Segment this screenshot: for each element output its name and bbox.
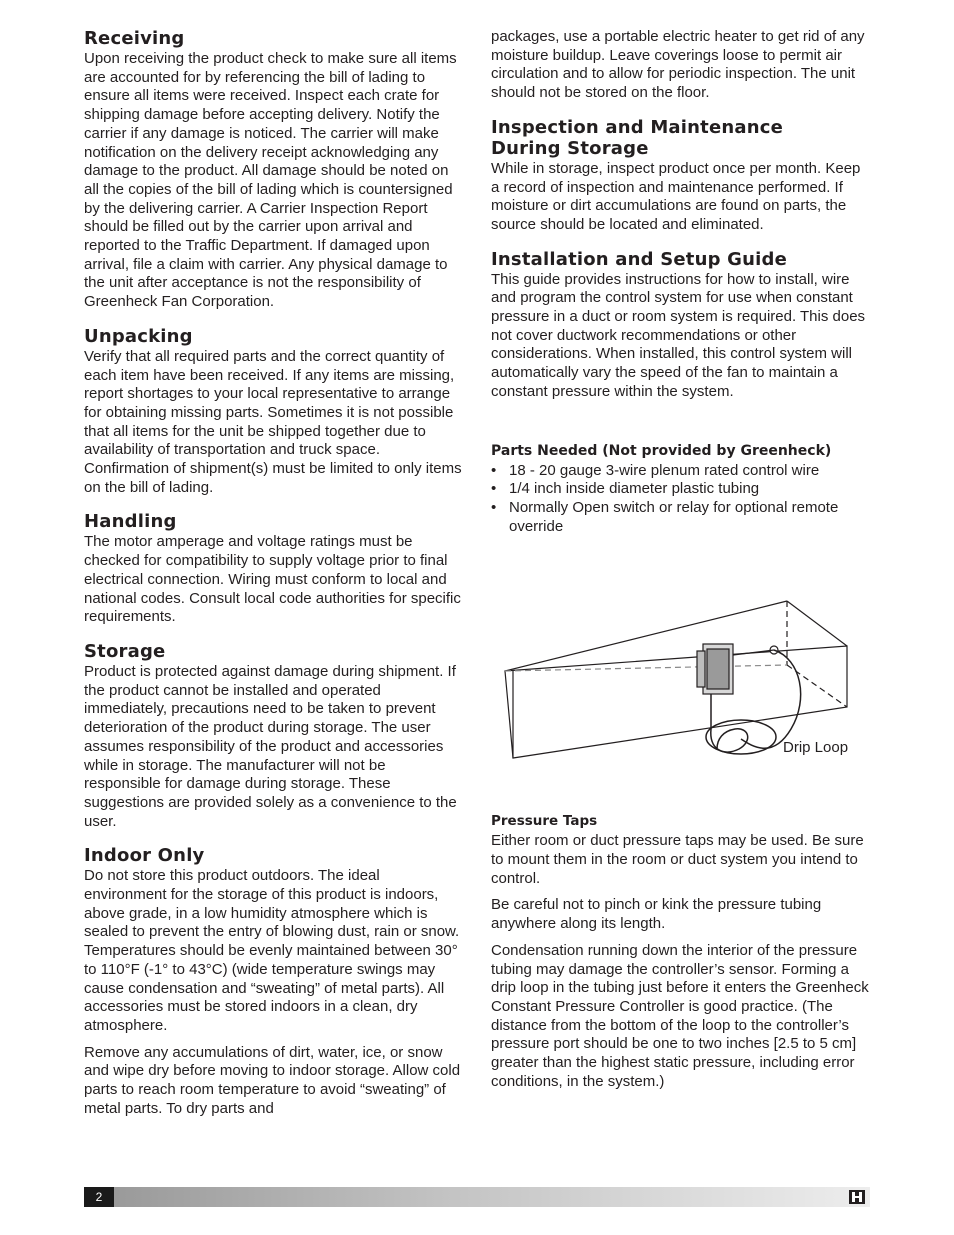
section-unpacking bbox=[84, 326, 466, 498]
parts-list-item: • 18 - 20 gauge 3-wire plenum rated control wire bbox=[491, 462, 871, 481]
section-indoor-only bbox=[84, 845, 466, 1118]
section-pressure-taps bbox=[491, 812, 871, 1091]
duct-controller-illustration bbox=[491, 579, 871, 794]
handling-text: The motor amperage and voltage ratings must be checked for compatibility to supply voltage prior to final electrical connection. Wiring must conform to local and national codes. Consult local code authorities for specific requirements. bbox=[84, 533, 461, 626]
storage-continuation bbox=[491, 28, 871, 103]
footer-gradient-bar bbox=[114, 1187, 870, 1207]
section-inspection bbox=[491, 117, 871, 235]
indoor-only-text-1: Do not store this product outdoors. The ideal environment for the storage of this product is indoors, above grade, in a low humidity atmosphere which is sealed to prevent the entry of blowing dust, rain or snow. Temperatures should be evenly maintained between 30° to 110°F (-1° to 43°C) (wide temperature swings may cause condensation and “sweating” of metal parts). All accessories must be stored indoors in a clean, dry atmosphere. bbox=[84, 867, 460, 1034]
inspection-heading-line2: During Storage bbox=[491, 137, 649, 159]
pressure-taps-text-3: Condensation running down the interior of the pressure tubing may damage the controller’s sensor. Forming a drip loop in the tubing just before it enters the Greenheck Constant Pressure Controller is good practice. (The distance from the bottom of the loop to the controller’s pressure port should be one to two inches [2.5 to 5 cm] greater than the highest static pressure, including error conditions, in the system.) bbox=[491, 941, 869, 1090]
storage-continuation-text: packages, use a portable electric heater to get rid of any moisture buildup. Leave coverings loose to permit air circulation and to allow for periodic inspection. The unit should not be stored on the floor. bbox=[491, 28, 865, 102]
section-storage bbox=[84, 641, 466, 831]
inspection-heading bbox=[491, 117, 871, 159]
pressure-taps-text-1: Either room or duct pressure taps may be used. Be sure to mount them in the room or duct system you intend to control. bbox=[491, 832, 864, 887]
duct-diagram bbox=[491, 579, 871, 794]
section-receiving bbox=[84, 28, 466, 312]
section-parts-needed bbox=[491, 442, 871, 537]
receiving-text: Upon receiving the product check to make sure all items are accounted for by referencing the bill of lading to ensure all items were received. Inspect each crate for shipping damage before accepting delivery. Notify the carrier if any damage is noticed. The carrier will make notification on the delivery receipt acknowledging any damage to the product. All damage should be noted on all the copies of the bill of lading which is countersigned by the delivering carrier. A Carrier Inspection Report should be filled out by the carrier upon arrival and reported to the Traffic Department. If damaged upon arrival, file a claim with carrier. Any physical damage to the unit after acceptance is not the responsibility of Greenheck Fan Corporation. bbox=[84, 50, 457, 311]
left-column bbox=[84, 28, 466, 1132]
drip-loop-label: Drip Loop bbox=[783, 739, 849, 757]
parts-list-item: • Normally Open switch or relay for optional remote override bbox=[491, 499, 871, 536]
page-number: 2 bbox=[84, 1187, 114, 1207]
pressure-taps-heading: Pressure Taps bbox=[491, 813, 598, 830]
right-column bbox=[491, 28, 871, 1106]
storage-heading: Storage bbox=[84, 640, 166, 662]
inspection-heading-line1: Inspection and Maintenance bbox=[491, 116, 784, 138]
indoor-only-heading: Indoor Only bbox=[84, 845, 205, 867]
receiving-heading: Receiving bbox=[84, 28, 185, 49]
section-handling bbox=[84, 511, 466, 627]
indoor-only-text-2: Remove any accumulations of dirt, water, ice, or snow and wipe dry before moving to indoor storage. Allow cold parts to reach room temperature to avoid “sweating” of metal parts. To dry parts and bbox=[84, 1043, 461, 1117]
inspection-text: While in storage, inspect product once per month. Keep a record of inspection and maintenance performed. If moisture or dirt accumulations are found on parts, the source should be located and eliminated. bbox=[491, 159, 861, 233]
storage-text: Product is protected against damage during shipment. If the product cannot be installed and operated immediately, precautions need to be taken to prevent deterioration of the product during storage. The user assumes responsibility of the product and accessories while in storage. The manufacturer will not be responsible for damage during storage. These suggestions are provided solely as a convenience to the user. bbox=[84, 662, 457, 830]
installation-text: This guide provides instructions for how to install, wire and program the control system for use when constant pressure in a duct or room system is required. This does not cover ductwork recommendations or other considerations. When installed, this control system will automatically vary the speed of the fan to maintain a constant pressure within the system. bbox=[491, 270, 866, 400]
page-footer bbox=[84, 1187, 870, 1207]
handling-heading: Handling bbox=[84, 511, 177, 533]
unpacking-text: Verify that all required parts and the correct quantity of each item have been received. If any items are missing, report shortages to your local representative to arrange for obtaining missing parts. Sometimes it is not possible that all items for the unit be shipped together due to availability of transportation and truck space. Confirmation of shipment(s) must be limited to only items on the bill of lading. bbox=[84, 347, 462, 496]
parts-list bbox=[491, 462, 871, 537]
section-installation bbox=[491, 249, 871, 402]
parts-needed-heading: Parts Needed (Not provided by Greenheck) bbox=[491, 442, 832, 459]
pressure-taps-text-2: Be careful not to pinch or kink the pressure tubing anywhere along its length. bbox=[491, 896, 822, 933]
parts-list-item: • 1/4 inch inside diameter plastic tubing bbox=[491, 480, 871, 499]
installation-heading: Installation and Setup Guide bbox=[491, 248, 787, 270]
greenheck-logo-icon bbox=[848, 1189, 866, 1205]
unpacking-heading: Unpacking bbox=[84, 325, 193, 347]
